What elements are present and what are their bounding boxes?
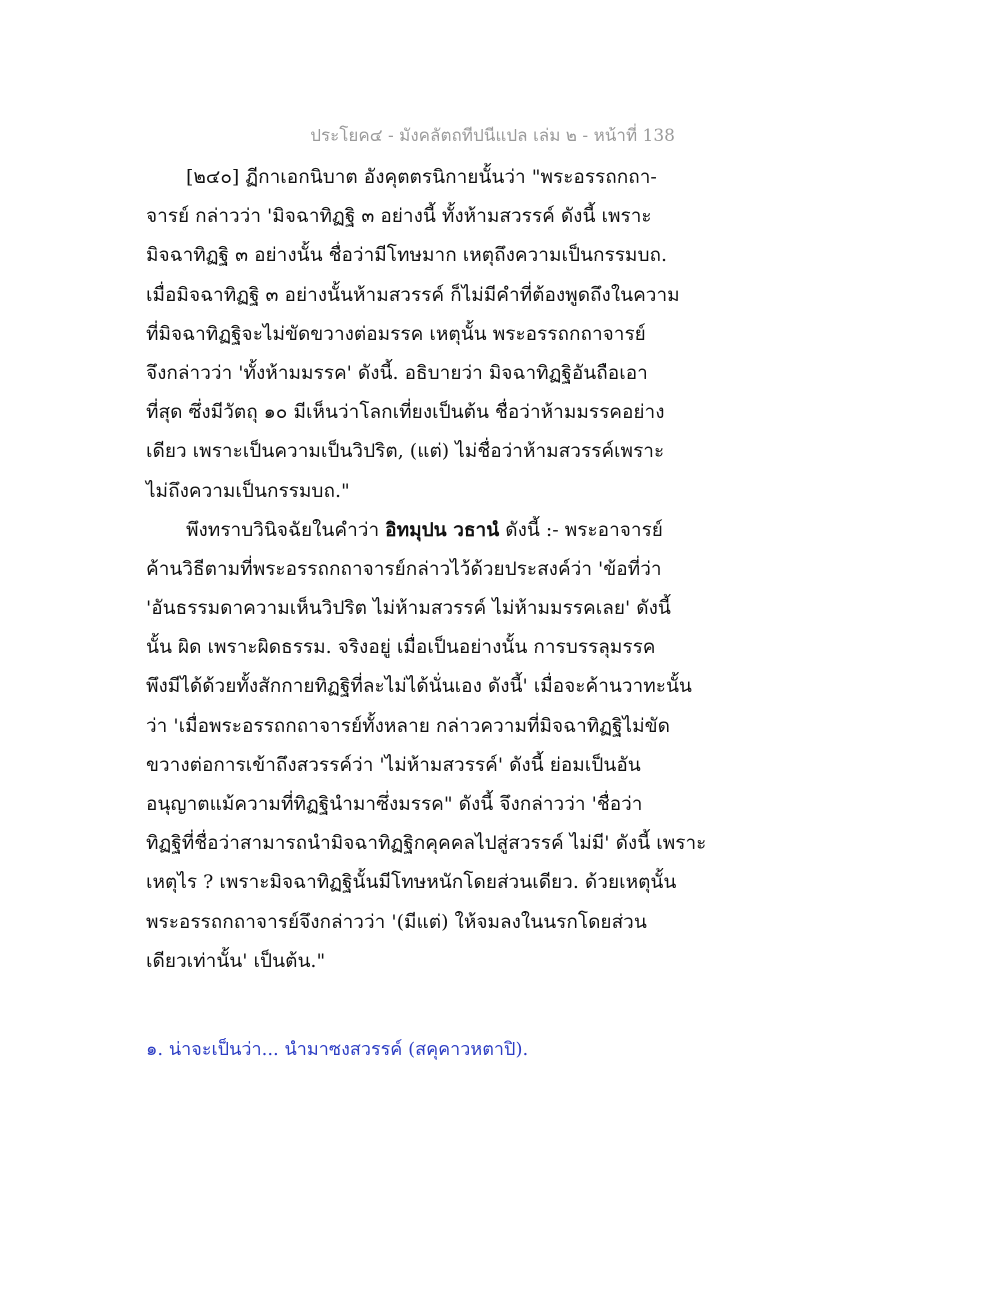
paragraph-2-line-12: เดียวเท่านั้น' เป็นต้น." xyxy=(146,949,326,972)
paragraph-1-line-6: จึงกล่าวว่า 'ทั้งห้ามมรรค' ดังนี้. อธิบายว่า มิจฉาทิฏฐิอันถือเอา xyxy=(146,361,648,384)
paragraph-2-line-3: 'อันธรรมดาความเห็นวิปริต ไม่ห้ามสวรรค์ ไม่ห้ามมรรคเลย' ดังนี้ xyxy=(146,597,671,620)
paragraph-1-line-2: จารย์ กล่าวว่า 'มิจฉาทิฏฐิ ๓ อย่างนี้ ทั้งห้ามสวรรค์ ดังนี้ เพราะ xyxy=(146,205,652,228)
pali-term: อิทมุปน วธานํ xyxy=(385,518,500,541)
paragraph-1-line-3: มิจฉาทิฏฐิ ๓ อย่างนั้น ชื่อว่ามีโทษมาก เหตุถึงความเป็นกรรมบถ. xyxy=(146,244,668,267)
paragraph-2-line-8: อนุญาตแม้ความที่ทิฏฐินำมาซึ่งมรรค" ดังนี้ จึงกล่าวว่า 'ชื่อว่า xyxy=(146,793,643,815)
paragraph-2-line-4: นั้น ผิด เพราะผิดธรรม. จริงอยู่ เมื่อเป็นอย่างนั้น การบรรลุมรรค xyxy=(146,636,656,659)
footnote: ๑. น่าจะเป็นว่า... นำมาซงสวรรค์ (สคุคาวหตาปิ). xyxy=(146,1039,529,1060)
paragraph-2-line-1 xyxy=(146,511,716,550)
paragraph-1-line-7: ที่สุด ซึ่งมีวัตถุ ๑๐ มีเห็นว่าโลกเที่ยงเป็นต้น ชื่อว่าห้ามมรรคอย่าง xyxy=(146,401,665,424)
paragraph-2-line-7: ขวางต่อการเข้าถึงสวรรค์ว่า 'ไม่ห้ามสวรรค์' ดังนี้ ย่อมเป็นอัน xyxy=(146,753,641,776)
paragraph-1-line-9: ไม่ถึงความเป็นกรรมบถ." xyxy=(146,479,350,502)
paragraph-2-line-2: ค้านวิธีตามที่พระอรรถกถาจารย์กล่าวไว้ด้วยประสงค์ว่า 'ข้อที่ว่า xyxy=(146,557,662,580)
running-header: ประโยค๔ - มังคลัตถทีปนีแปล เล่ม ๒ - หน้าที่ 138 xyxy=(310,126,675,146)
paragraph-1-line-8: เดียว เพราะเป็นความเป็นวิปริต, (แต่) ไม่ชื่อว่าห้ามสวรรค์เพราะ xyxy=(146,440,665,463)
paragraph-1-line-5: ที่มิจฉาทิฏฐิจะไม่ขัดขวางต่อมรรค เหตุนั้น พระอรรถกถาจารย์ xyxy=(146,322,646,345)
paragraph-2-line-5: พึงมีได้ด้วยทั้งสักกายทิฏฐิที่ละไม่ได้นั่นเอง ดังนี้' เมื่อจะค้านวาทะนั้น xyxy=(146,675,692,698)
paragraph-1-line-1: [๒๔๐] ฏีกาเอกนิบาต อังคุตตรนิกายนั้นว่า "พระอรรถกถา- xyxy=(186,166,657,188)
paragraph-2-prefix: พึงทราบวินิจฉัยในคำว่า xyxy=(186,518,386,541)
paragraph-2-suffix: ดังนี้ :- พระอาจารย์ xyxy=(499,518,663,541)
paragraph-2-line-10: เหตุไร ? เพราะมิจฉาทิฏฐินั้นมีโทษหนักโดยส่วนเดียว. ด้วยเหตุนั้น xyxy=(146,871,677,894)
paragraph-1-line-4: เมื่อมิจฉาทิฏฐิ ๓ อย่างนั้นห้ามสวรรค์ ก็ไม่มีคำที่ต้องพูดถึงในความ xyxy=(146,283,680,306)
page-body xyxy=(146,158,716,981)
paragraph-2-line-11: พระอรรถกถาจารย์จึงกล่าวว่า '(มีแต่) ให้จมลงในนรกโดยส่วน xyxy=(146,910,647,933)
paragraph-2-line-9: ทิฏฐิที่ชื่อว่าสามารถนำมิจฉาทิฏฐิกคุคคลไปสู่สวรรค์ ไม่มี' ดังนี้ เพราะ xyxy=(146,832,707,855)
paragraph-2-line-6: ว่า 'เมื่อพระอรรถกถาจารย์ทั้งหลาย กล่าวความที่มิจฉาทิฏฐิไม่ขัด xyxy=(146,714,670,737)
